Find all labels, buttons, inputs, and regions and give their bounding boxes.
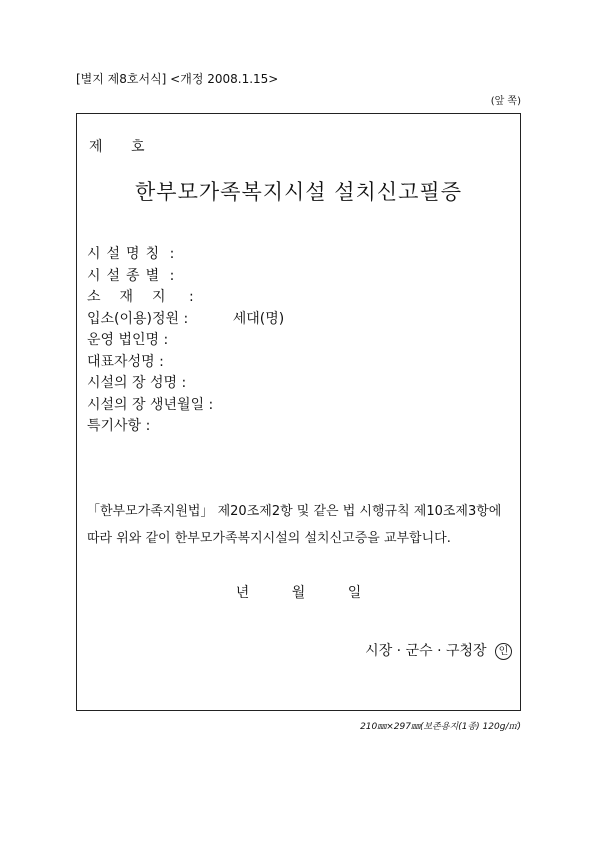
paper-spec: 210㎜×297㎜(보존용지(1종) 120g/㎡) — [360, 722, 521, 732]
field-label: 대표자성명 — [87, 353, 155, 370]
document-number-label: 제 호 — [89, 139, 145, 155]
field-facility-name — [87, 244, 284, 266]
issue-date — [77, 582, 520, 602]
field-director-birthdate — [87, 395, 284, 417]
field-corporation — [87, 330, 284, 352]
field-remarks — [87, 416, 284, 438]
seal-icon: 인 — [495, 643, 512, 660]
issuer-signature — [365, 640, 512, 660]
field-separator: : — [181, 375, 187, 391]
field-separator: : — [189, 289, 194, 305]
field-label: 소재지 — [87, 289, 185, 305]
date-year: 년 — [235, 585, 250, 601]
date-day: 일 — [347, 585, 362, 601]
certification-statement: 「한부모가족지원법」 제20조제2항 및 같은 법 시행규칙 제10조제3항에 따라 위와 같이 한부모가족복지시설의 설치신고증을 교부합니다. — [87, 504, 502, 546]
field-separator: : — [208, 396, 214, 413]
field-separator: : — [183, 310, 189, 327]
field-director-name — [87, 373, 284, 395]
date-month: 월 — [291, 585, 306, 601]
field-facility-type — [87, 266, 284, 288]
front-side-label: (앞 쪽) — [490, 96, 521, 107]
field-separator: : — [159, 353, 164, 370]
field-label: 시설의 장 성명 — [87, 375, 178, 391]
field-representative — [87, 352, 284, 374]
field-label: 시설의 장 생년월일 — [87, 396, 205, 413]
field-capacity — [87, 309, 284, 331]
certificate-frame — [76, 113, 521, 711]
field-label: 특기사항 — [87, 418, 142, 434]
field-label: 시설명칭 — [87, 246, 166, 262]
issuer-name: 시장 · 군수 · 구청장 — [365, 643, 487, 659]
field-label: 운영 법인명 — [87, 332, 160, 348]
capacity-unit: 세대(명) — [232, 310, 285, 327]
field-location — [87, 287, 284, 309]
field-label: 시설종별 — [87, 267, 166, 284]
field-label: 입소(이용)정원 — [87, 310, 180, 327]
field-separator: : — [169, 246, 175, 262]
field-list — [87, 244, 284, 438]
field-separator: : — [169, 267, 175, 284]
form-number: [별지 제8호서식] <개정 2008.1.15> — [76, 72, 279, 86]
field-separator: : — [145, 418, 151, 434]
certificate-title: 한부모가족복지시설 설치신고필증 — [135, 180, 462, 204]
field-separator: : — [163, 332, 169, 348]
